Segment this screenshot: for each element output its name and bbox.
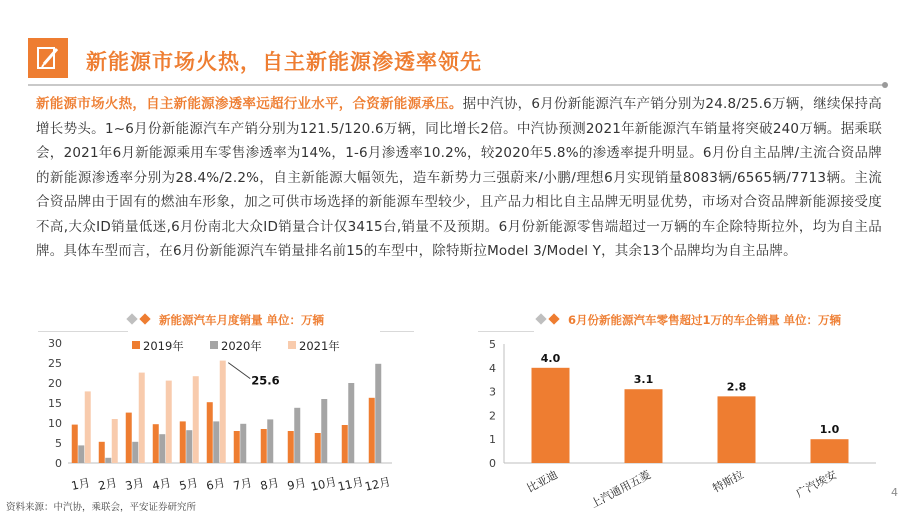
x-tick-label: 7月 [232,475,254,493]
x-tick-label: 比亚迪 [524,468,560,496]
bar-2019年-9月 [288,431,294,463]
left-chart-title-text: 新能源汽车月度销量 单位：万辆 [159,313,325,327]
x-tick-label: 12月 [363,474,392,494]
bar-2019年-11月 [342,425,348,463]
y-tick-label: 5 [55,437,62,450]
y-tick-label: 0 [489,457,496,470]
bar-2020年-7月 [240,424,246,463]
legend-label: 2021年 [299,339,340,353]
bar-上汽通用五菱 [625,389,663,463]
x-tick-label: 特斯拉 [710,468,746,496]
bar-2021年-1月 [85,391,91,463]
x-tick-label: 5月 [178,475,200,493]
bar-2020年-9月 [294,408,300,463]
summary-paragraph [36,92,882,264]
annotation-label: 25.6 [251,373,280,388]
y-tick-label: 10 [48,417,62,430]
paragraph-lead: 新能源市场火热，自主新能源渗透率远超行业水平，合资新能源承压。 [36,96,463,112]
x-tick-label: 10月 [309,474,338,494]
bar-2020年-5月 [186,430,192,463]
bar-2021年-5月 [193,376,199,463]
y-tick-label: 20 [48,377,62,390]
source-note: 资料来源：中汽协，乘联会，平安证券研究所 [6,502,197,513]
bar-2019年-8月 [261,429,267,463]
y-tick-label: 3 [489,385,496,399]
bar-2019年-4月 [153,424,159,463]
y-tick-label: 5 [489,338,496,351]
legend-label: 2020年 [221,339,262,353]
x-tick-label: 2月 [97,475,119,493]
bar-2019年-7月 [234,431,240,463]
header-divider-end [882,82,888,88]
data-label: 2.8 [726,380,747,394]
x-tick-label: 4月 [151,475,173,493]
bar-2021年-4月 [166,381,172,463]
left-title-rule-right [380,331,414,332]
legend-swatch-2019年 [132,341,140,349]
bar-2019年-5月 [180,421,186,463]
x-tick-label: 上汽通用五菱 [588,468,653,511]
y-tick-label: 4 [489,361,496,375]
y-tick-label: 15 [48,397,62,410]
data-label: 4.0 [540,351,561,365]
bar-2020年-2月 [105,458,111,463]
bar-2020年-1月 [78,445,84,463]
left-title-rule-left [38,331,128,332]
left-chart-title [128,312,324,328]
bar-2019年-12月 [369,398,375,463]
y-tick-label: 30 [48,337,62,350]
y-tick-label: 25 [48,357,62,370]
page-number: 4 [891,486,898,499]
x-tick-label: 8月 [259,475,281,493]
bar-比亚迪 [532,368,570,463]
paragraph-body: 据中汽协，6月份新能源汽车产销分别为24.8/25.6万辆，继续保持高增长势头。1~6月份新能源汽车产销分别为121.5/120.6万辆，同比增长2倍。中汽协预测2021年新能源汽车销量将突破240万辆。据乘联会，2021年6月新能源乘用车零售渗透率为14%，1-6月渗透率10.2%，较2020年5.8%的渗透率提升明显。6月份自主品牌/主流合资品牌的新能源渗透率分别为28.4%/2.2%，自主新能源大幅领先，造车新势力三强蔚来/小鹏/理想6月实现销量8083辆/6565辆/7713辆。主流合资品牌由于固有的燃油车形象，加之可供市场选择的新能源车型较少，且产品力相比自主品牌无明显优势，市场对合资品牌新能源接受度不高,大众ID销量低迷,6月份南北大众ID销量合计仅3415台,销量不及预期。6月份新能源零售端超过一万辆的车企除特斯拉外，均为自主品牌。具体车型而言，在6月份新能源汽车销量排名前15的车型中，除特斯拉Model 3/Model Y，其余13个品牌均为自主品牌。 [36,96,882,259]
y-tick-label: 2 [489,409,496,423]
diamond-orange-icon [548,313,559,324]
x-tick-label: 3月 [124,475,146,493]
x-tick-label: 广汽埃安 [793,468,839,501]
diamond-orange-icon [139,313,150,324]
bar-2020年-8月 [267,419,273,463]
x-tick-label: 1月 [70,475,92,493]
bar-2019年-10月 [315,433,321,463]
legend-swatch-2021年 [288,341,296,349]
bar-2019年-2月 [99,442,105,463]
slide-header [28,24,888,86]
legend-swatch-2020年 [210,341,218,349]
bar-2019年-1月 [72,425,78,463]
y-tick-label: 1 [489,433,496,447]
bar-2021年-3月 [139,373,145,463]
legend-label: 2019年 [143,339,184,353]
bar-2020年-12月 [375,364,381,463]
bar-2020年-4月 [159,434,165,463]
diamond-gray-icon [535,313,546,324]
bar-2021年-2月 [112,419,118,463]
logo-badge [28,38,68,78]
bar-2020年-10月 [321,399,327,463]
bar-2020年-6月 [213,421,219,463]
x-tick-label: 11月 [336,474,365,494]
bar-2019年-6月 [207,402,213,463]
x-tick-label: 6月 [205,475,227,493]
data-label: 1.0 [819,423,840,437]
bar-特斯拉 [718,396,756,463]
automaker-sales-chart [480,332,890,512]
bar-2021年-6月 [220,361,226,463]
page-title: 新能源市场火热，自主新能源渗透率领先 [86,50,482,74]
bar-2019年-3月 [126,413,132,463]
bar-2020年-3月 [132,442,138,463]
monthly-sales-chart [40,335,420,505]
x-tick-label: 9月 [286,475,308,493]
header-divider [28,84,886,86]
bar-2020年-11月 [348,383,354,463]
bar-广汽埃安 [811,439,849,463]
y-tick-label: 0 [55,457,62,470]
diamond-gray-icon [126,313,137,324]
data-label: 3.1 [633,373,654,387]
right-chart-title [537,312,841,328]
pencil-icon [35,45,61,71]
right-chart-title-text: 6月份新能源汽车零售超过1万的车企销量 单位：万辆 [568,313,842,327]
annotation-leader [228,363,250,379]
